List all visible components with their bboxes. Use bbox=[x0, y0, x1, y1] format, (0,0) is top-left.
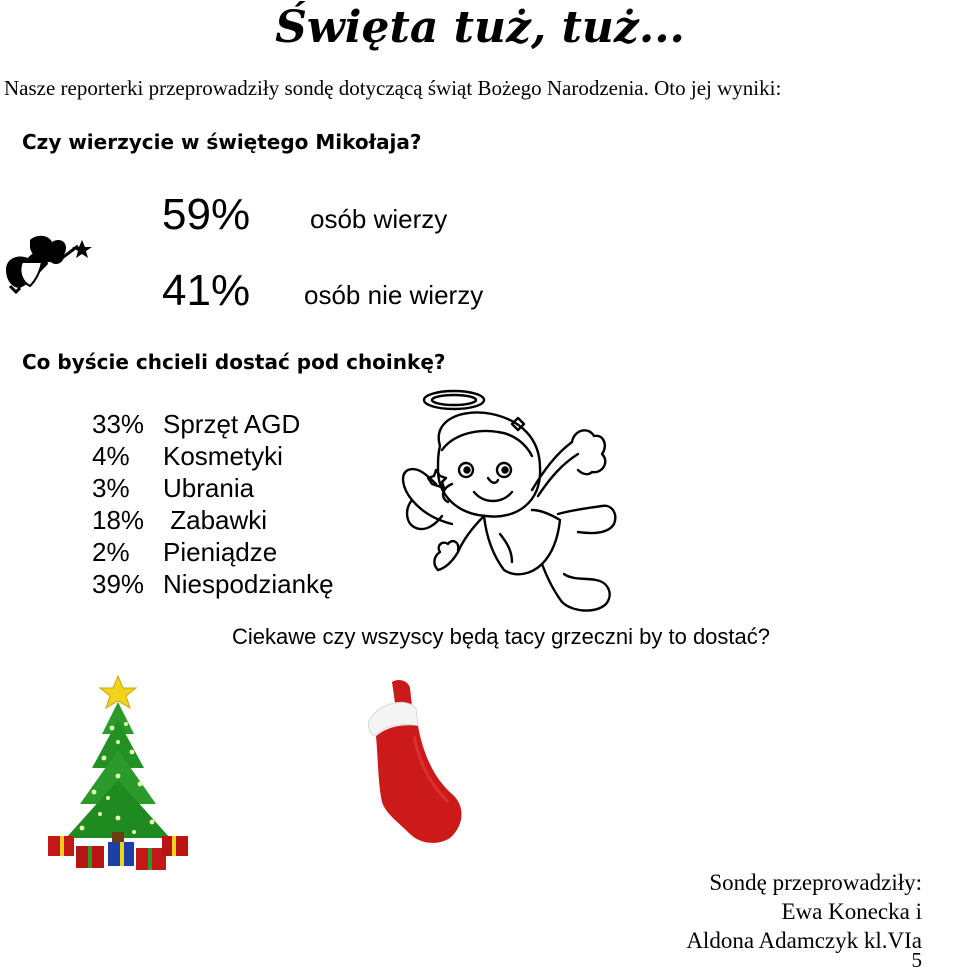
angel-drawing-icon bbox=[392, 384, 652, 620]
item-percent: 18% bbox=[92, 505, 145, 535]
gift-survey-list bbox=[92, 408, 334, 600]
christmas-tree-icon bbox=[42, 672, 202, 878]
item-label: Ubrania bbox=[163, 473, 255, 503]
signature-block bbox=[686, 868, 922, 955]
answer-believe-label: osób wierzy bbox=[310, 204, 448, 234]
item-percent: 4% bbox=[92, 441, 130, 471]
angel-silhouette-icon bbox=[2, 232, 94, 294]
christmas-stocking-icon bbox=[354, 676, 474, 848]
signature-line: Ewa Konecka i bbox=[781, 899, 922, 924]
item-percent: 2% bbox=[92, 537, 130, 567]
item-label: Niespodziankę bbox=[163, 569, 334, 599]
closing-text: Ciekawe czy wszyscy będą tacy grzeczni by to dostać? bbox=[232, 624, 771, 649]
question-santa: Czy wierzycie w świętego Mikołaja? bbox=[22, 130, 422, 154]
list-item bbox=[92, 568, 334, 600]
item-percent: 3% bbox=[92, 473, 130, 503]
item-percent: 33% bbox=[92, 409, 145, 439]
answer-believe-percent: 59% bbox=[162, 190, 251, 239]
intro-text: Nasze reporterki przeprowadziły sondę dotyczącą świąt Bożego Narodzenia. Oto jej wyniki: bbox=[4, 76, 782, 100]
question-gifts: Co byście chcieli dostać pod choinkę? bbox=[22, 350, 446, 374]
answer-not-believe-label: osób nie wierzy bbox=[304, 280, 484, 310]
page-title: Święta tuż, tuż... bbox=[275, 2, 685, 53]
item-label: Sprzęt AGD bbox=[163, 409, 301, 439]
signature-line: Aldona Adamczyk kl.VIa bbox=[686, 928, 922, 953]
list-item bbox=[92, 408, 334, 440]
answer-not-believe-percent: 41% bbox=[162, 266, 251, 315]
signature-line: Sondę przeprowadziły: bbox=[709, 870, 922, 895]
list-item bbox=[92, 440, 334, 472]
item-percent: 39% bbox=[92, 569, 145, 599]
list-item bbox=[92, 504, 334, 536]
list-item bbox=[92, 536, 334, 568]
item-label: Pieniądze bbox=[163, 537, 278, 567]
page-number: 5 bbox=[911, 948, 922, 972]
item-label: Kosmetyki bbox=[163, 441, 283, 471]
item-label: Zabawki bbox=[163, 505, 268, 535]
list-item bbox=[92, 472, 334, 504]
